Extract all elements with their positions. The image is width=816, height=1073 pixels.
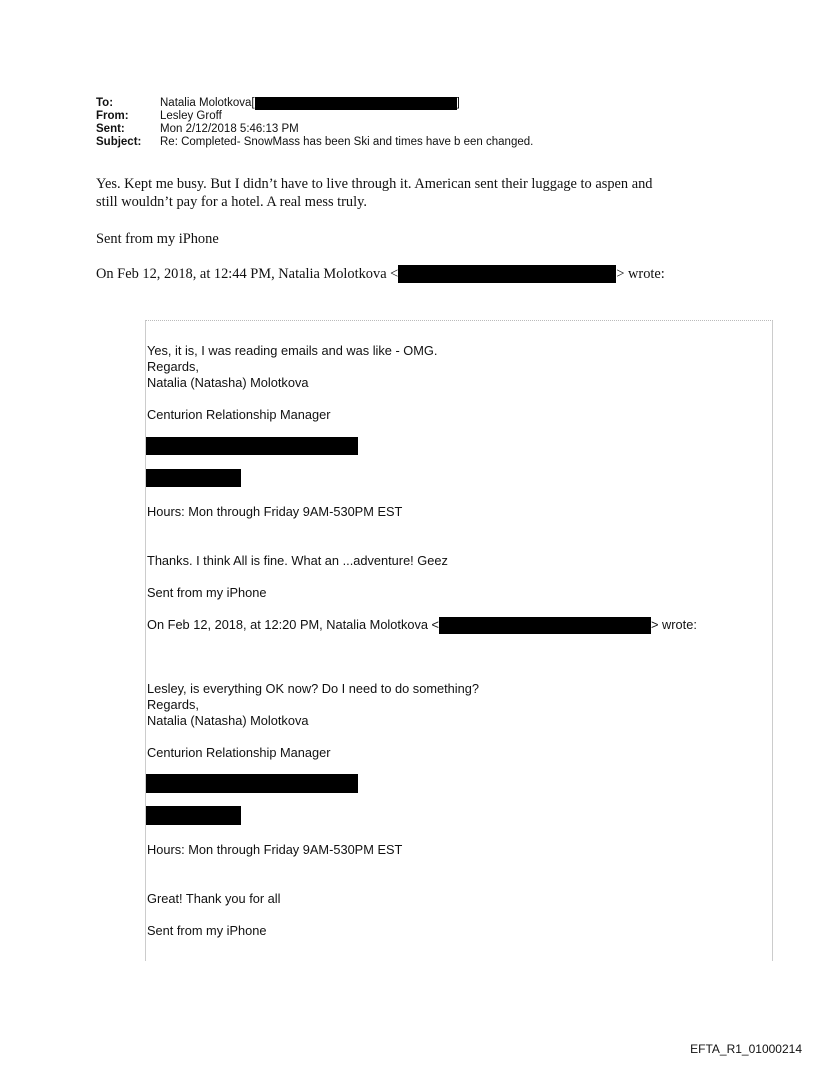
body-line-2: still wouldn’t pay for a hotel. A real mess truly. [96,194,367,210]
msg2-hours: Hours: Mon through Friday 9AM-530PM EST [147,842,403,857]
intro2-pre: On Feb 12, 2018, at 12:20 PM, Natalia Molotkova < [147,617,440,632]
msg1-title: Centurion Relationship Manager [147,407,331,422]
to-value [160,97,460,110]
reply2-signature: Sent from my iPhone [147,923,267,938]
subject-value: Re: Completed- SnowMass has been Ski and times have b een changed. [160,136,534,148]
reply2-text: Great! Thank you for all [147,891,281,906]
msg1-name: Natalia (Natasha) Molotkova [147,375,309,390]
reply1-signature: Sent from my iPhone [147,585,267,600]
sent-value: Mon 2/12/2018 5:46:13 PM [160,123,299,135]
to-row [96,97,533,110]
bates-number: EFTA_R1_01000214 [690,1042,802,1056]
sent-row [96,123,533,136]
to-close: ] [456,97,460,109]
to-label: To: [96,97,114,109]
intro2-post: > wrote: [651,617,697,632]
msg2-regards: Regards, [147,697,199,712]
redaction-bar [146,774,358,793]
msg2-name: Natalia (Natasha) Molotkova [147,713,309,728]
quote-intro-2 [147,617,697,634]
subject-row [96,136,533,149]
from-value: Lesley Groff [160,110,222,122]
redaction-bar [255,97,457,110]
from-label: From: [96,110,129,122]
msg1-regards: Regards, [147,359,199,374]
redaction-bar [398,265,616,283]
body-signature: Sent from my iPhone [96,231,219,247]
quote-intro-pre: On Feb 12, 2018, at 12:44 PM, Natalia Molotkova < [96,266,399,282]
redaction-bar [439,617,651,634]
body-line-1: Yes. Kept me busy. But I didn’t have to live through it. American sent their luggage to aspen and [96,176,653,192]
sent-label: Sent: [96,123,125,135]
msg2-title: Centurion Relationship Manager [147,745,331,760]
email-header [96,97,533,149]
redaction-bar [146,806,241,825]
from-row [96,110,533,123]
redaction-bar [146,469,241,487]
msg2-line1: Lesley, is everything OK now? Do I need to do something? [147,681,479,696]
quote-intro-post: > wrote: [616,266,665,282]
to-name: Natalia Molotkova[ [160,97,255,109]
redaction-bar [146,437,358,455]
subject-label: Subject: [96,136,142,148]
msg1-hours: Hours: Mon through Friday 9AM-530PM EST [147,504,403,519]
quote-intro [96,265,665,283]
reply1-text: Thanks. I think All is fine. What an ...adventure! Geez [147,553,448,568]
msg1-line1: Yes, it is, I was reading emails and was like - OMG. [147,343,438,358]
